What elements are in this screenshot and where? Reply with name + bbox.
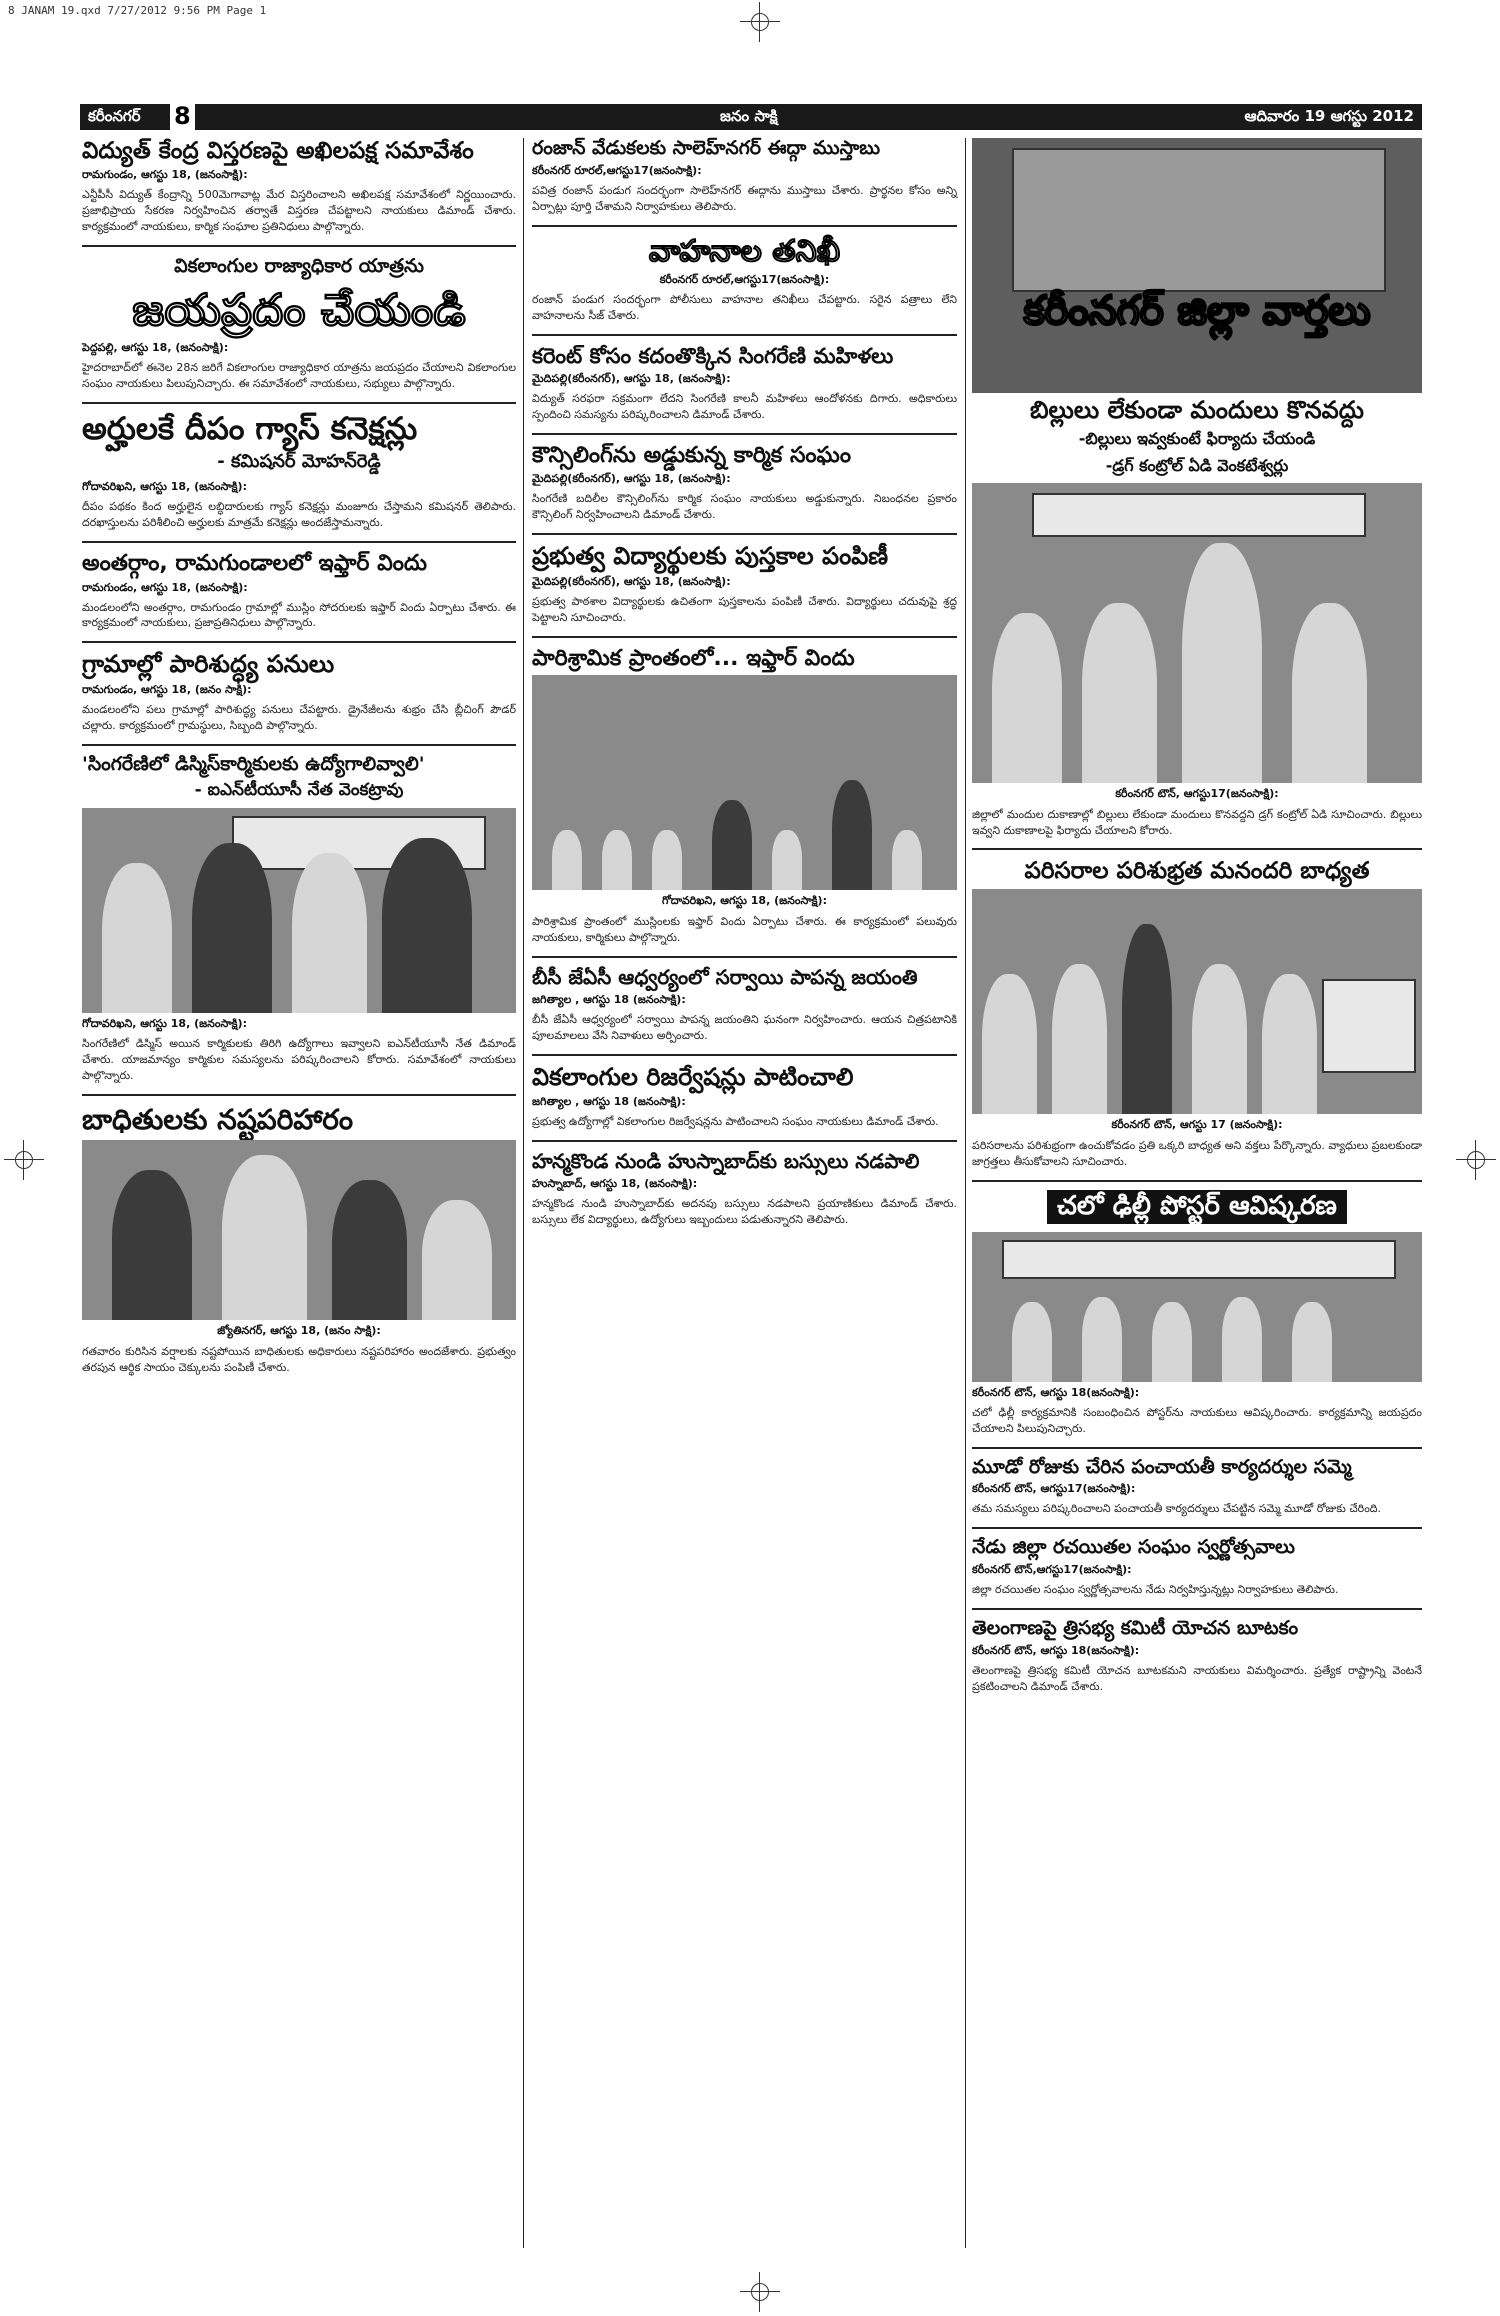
headline: 'సింగరేణిలో డిస్మిస్‌కార్మికులకు ఉద్యోగాలివ్వాలి' <box>82 752 425 775</box>
photo-figure <box>332 1180 407 1320</box>
headline: కరెంట్ కోసం కదంతొక్కిన సింగరేణి మహిళలు <box>532 344 894 369</box>
headline: అంతర్గాం, రామగుండాలలో ఇఫ్తార్ విందు <box>82 551 428 577</box>
article <box>82 651 516 733</box>
headline: కౌన్సిలింగ్‌ను అడ్డుకున్న కార్మిక సంఘం <box>532 443 851 469</box>
photo-figure <box>112 1170 192 1320</box>
dateline: కరీంనగర్ రూరల్,ఆగస్టు17(జనంసాక్షి): <box>532 163 702 177</box>
page-header <box>80 104 1422 130</box>
header-page-number: 8 <box>170 102 195 130</box>
article-body: దీపం పథకం కింద అర్హులైన లబ్ధిదారులకు గ్యాస్ కనెక్షన్లు మంజూరు చేస్తామని కమిషనర్ తెలిపారు. దరఖాస్తులను పరిశీలించి అర్హులకు మాత్రమే కనెక్షన్లు అందజేస్తామన్నారు. <box>82 500 516 530</box>
subhead: - కమిషనర్ మోహన్‌రెడ్డి <box>217 451 381 473</box>
article-body: విద్యుత్ సరఫరా సక్రమంగా లేదని సింగరేణి కాలనీ మహిళలు ఆందోళనకు దిగారు. అధికారులు స్పందించి సమస్యను పరిష్కరించాలని డిమాండ్ చేశారు. <box>532 392 957 422</box>
article <box>532 235 957 324</box>
article <box>82 754 516 1084</box>
headline: జయప్రదం చేయండి <box>132 285 466 337</box>
dateline: కరీంనగర్ టౌన్, ఆగస్టు 18(జనంసాక్షి): <box>972 1643 1140 1657</box>
photo-figure <box>1122 924 1172 1114</box>
dateline: హుస్నాబాద్, ఆగస్టు 18, (జనంసాక్షి): <box>532 1177 698 1191</box>
subhead: - ఐఎన్‌టీయూసీ నేత వెంకట్రావు <box>194 779 404 800</box>
divider <box>82 402 516 404</box>
article-body: పరిసరాలను పరిశుభ్రంగా ఉంచుకోవడం ప్రతి ఒక్కరి బాధ్యత అని వక్తలు పేర్కొన్నారు. వ్యాధులు ప్రబలకుండా జాగ్రత్తలు తీసుకోవాలని సూచించారు. <box>972 1138 1422 1168</box>
dateline: మైదిపల్లి(కరీంనగర్), ఆగస్టు 18, (జనంసాక్షి): <box>532 472 731 486</box>
article-body: చలో ఢిల్లీ కార్యక్రమానికి సంబంధించిన పోస్టర్‌ను నాయకులు ఆవిష్కరించారు. కార్యక్రమాన్ని జయప్రదం చేయాలని పిలుపునిచ్చారు. <box>972 1405 1422 1435</box>
photo-banner <box>1002 1240 1396 1279</box>
photo-caption: జ్యోతినగర్, ఆగస్టు 18, (జనం సాక్షి): <box>217 1323 381 1337</box>
divider <box>82 245 516 247</box>
dateline: కరీంనగర్ టౌన్, ఆగస్టు17(జనంసాక్షి): <box>972 1482 1136 1496</box>
article-body: మండలంలోని అంతర్గాం, రామగుండం గ్రామాల్లో ముస్లిం సోదరులకు ఇఫ్తార్ విందు ఏర్పాటు చేశారు. ఈ కార్యక్రమంలో నాయకులు, ప్రజాప్రతినిధులు పాల్గొన్నారు. <box>82 600 516 630</box>
article <box>532 1150 957 1228</box>
headline: విద్యుత్ కేంద్ర విస్తరణపై అఖిలపక్ష సమావేశం <box>82 138 474 164</box>
article <box>972 858 1422 1169</box>
divider <box>972 1180 1422 1182</box>
news-photo <box>82 808 516 1013</box>
headline: హన్మకొండ నుండి హుస్నాబాద్‌కు బస్సులు నడపాలి <box>532 1149 920 1174</box>
photo-figure <box>1292 603 1367 783</box>
photo-figure <box>1082 1297 1122 1382</box>
photo-figure <box>382 838 472 1013</box>
article <box>972 1537 1422 1598</box>
article <box>82 551 516 631</box>
photo-figure <box>892 830 922 890</box>
article-body: రంజాన్ పండుగ సందర్భంగా పోలీసులు వాహనాల తనిఖీలు చేపట్టారు. సరైన పత్రాలు లేని వాహనాలను సీజ్ చేశారు. <box>532 293 957 323</box>
article <box>532 344 957 423</box>
article <box>82 255 516 391</box>
article <box>532 443 957 523</box>
photo-figure <box>1192 964 1247 1114</box>
photo-caption: కరీంనగర్ టౌన్, ఆగస్టు17(జనంసాక్షి): <box>1115 786 1279 800</box>
headline: రంజాన్ వేడుకలకు సాలెహ్‌నగర్ ఈద్గా ముస్తాబు <box>532 137 881 159</box>
registration-mark-right <box>1456 1140 1496 1180</box>
dateline: గోదావరిఖని, ఆగస్టు 18, (జనంసాక్షి): <box>82 480 247 494</box>
photo-figure <box>982 974 1037 1114</box>
divider <box>532 1054 957 1056</box>
dateline: రామగుండం, ఆగస్టు 18, (జనం సాక్షి): <box>82 683 252 696</box>
header-masthead: జనం సాక్షి <box>720 107 778 125</box>
article-body: ప్రభుత్వ పాఠశాల విద్యార్థులకు ఉచితంగా పుస్తకాలను పంపిణీ చేశారు. విద్యార్థులు చదువుపై శ్రద్ధ పెట్టాలని సూచించారు. <box>532 594 957 624</box>
divider <box>82 641 516 643</box>
photo-figure <box>1222 1297 1262 1382</box>
photo-figure <box>292 853 367 1013</box>
dateline: కరీంనగర్ టౌన్,ఆగస్టు17(జనంసాక్షి): <box>972 1563 1132 1577</box>
photo-banner <box>1032 493 1366 537</box>
article <box>82 1104 516 1376</box>
subhead: -డ్రగ్ కంట్రోల్ ఏడి వెంకటేశ్వర్లు <box>1105 455 1289 475</box>
photo-figure <box>552 830 582 890</box>
divider <box>972 1608 1422 1610</box>
news-photo <box>972 483 1422 783</box>
dateline: కరీంనగర్ టౌన్, ఆగస్టు 18(జనంసాక్షి): <box>972 1385 1140 1399</box>
article-body: ఎన్టీపీసీ విద్యుత్ కేంద్రాన్ని 500మెగావాట్ల మేర విస్తరించాలని అఖిలపక్ష సమావేశంలో నిర్ణయించారు. ప్రజాభిప్రాయ సేకరణ నిర్వహించిన తర్వాతే విస్తరణ చేపట్టాలని నాయకులు డిమాండ్ చేశారు. కార్యక్రమంలో నాయకులు, కార్మిక సంఘాల ప్రతినిధులు పాల్గొన్నారు. <box>82 188 516 234</box>
divider <box>972 1447 1422 1449</box>
kicker: వికలాంగుల రాజ్యాధికార యాత్రను <box>174 255 424 278</box>
headline: పరిసరాల పరిశుభ్రత మనందరి బాధ్యత <box>1024 858 1370 885</box>
photo-figure <box>1262 974 1317 1114</box>
photo-figure <box>712 800 752 890</box>
article-body: జిల్లా రచయితల సంఘం స్వర్ణోత్సవాలను నేడు నిర్వహిస్తున్నట్లు నిర్వాహకులు తెలిపారు. <box>972 1583 1339 1597</box>
article-body: తమ సమస్యలు పరిష్కరించాలని పంచాయతీ కార్యదర్శులు చేపట్టిన సమ్మె మూడో రోజుకు చేరింది. <box>972 1502 1382 1516</box>
article <box>972 1190 1422 1437</box>
divider <box>82 744 516 746</box>
photo-figure <box>1292 1302 1332 1382</box>
headline: వికలాంగుల రిజర్వేషన్లు పాటించాలి <box>532 1062 854 1091</box>
headline: వాహనాల తనిఖీ <box>648 233 841 269</box>
divider <box>532 1140 957 1142</box>
photo-figure <box>772 830 802 890</box>
article-body: జిల్లాలో మందుల దుకాణాల్లో బిల్లులు లేకుండా మందులు కొనవద్దని డ్రగ్ కంట్రోల్ ఏడి సూచించారు. బిల్లులు ఇవ్వని దుకాణాలపై ఫిర్యాదు చేయాలని కోరారు. <box>972 807 1422 837</box>
news-photo <box>972 1232 1422 1382</box>
headline: బీసీ జేఏసీ ఆధ్వర్యంలో సర్వాయి పాపన్న జయంతి <box>532 964 918 989</box>
divider <box>82 541 516 543</box>
article-body: పవిత్ర రంజాన్ పండుగ సందర్భంగా సాలెహ్‌నగర్ ఈద్గాను ముస్తాబు చేశారు. ప్రార్థనల కోసం అన్ని ఏర్పాట్లు పూర్తి చేశామని నిర్వాహకులు తెలిపారు. <box>532 183 957 213</box>
headline: తెలంగాణపై త్రిసభ్య కమిటీ యోచన బూటకం <box>972 1617 1299 1640</box>
headline: నేడు జిల్లా రచయితల సంఘం స్వర్ణోత్సవాలు <box>972 1536 1295 1559</box>
divider <box>972 1527 1422 1529</box>
article <box>532 138 957 215</box>
photo-figure <box>102 863 172 1013</box>
news-photo <box>532 675 957 890</box>
photo-figure <box>992 613 1062 783</box>
article <box>532 543 957 625</box>
district-news-banner: కరీంనగర్ జిల్లా వార్తలు <box>1023 288 1371 334</box>
photo-figure <box>832 780 872 890</box>
article <box>972 1457 1422 1518</box>
headline: గ్రామాల్లో పారిశుద్ధ్య పనులు <box>82 650 335 679</box>
article <box>82 412 516 532</box>
print-slug: 8 JANAM 19.qxd 7/27/2012 9:56 PM Page 1 <box>8 4 267 17</box>
divider <box>532 533 957 535</box>
article-body: ప్రభుత్వ ఉద్యోగాల్లో వికలాంగుల రిజర్వేషన్లను పాటించాలని సంఘం నాయకులు డిమాండ్ చేశారు. <box>532 1115 939 1129</box>
photo-caption: గోదావరిఖని, ఆగస్టు 18, (జనంసాక్షి): <box>82 1016 247 1030</box>
dateline: మైదిపల్లి(కరీంనగర్), ఆగస్టు 18, (జనంసాక్షి): <box>532 372 731 386</box>
subhead: -బిల్లులు ఇవ్వకుంటే ఫిర్యాదు చేయండి <box>1078 428 1316 448</box>
divider <box>532 334 957 336</box>
article <box>972 397 1422 838</box>
article-body: సింగరేణిలో డిస్మిస్ అయిన కార్మికులకు తిరిగి ఉద్యోగాలు ఇవ్వాలని ఐఎన్‌టీయూసీ నేత డిమాండ్ చేశారు. యాజమాన్యం కార్మికుల సమస్యలను పరిష్కరించాలని కోరారు. సమావేశంలో నాయకులు పాల్గొన్నారు. <box>82 1036 516 1082</box>
photo-caption: కరీంనగర్ టౌన్, ఆగస్టు 17 (జనంసాక్షి): <box>1111 1117 1283 1131</box>
article-body: సింగరేణి బదిలీల కౌన్సిలింగ్‌ను కార్మిక సంఘం నాయకులు అడ్డుకున్నారు. నిబంధనల ప్రకారం కౌన్సిలింగ్ నిర్వహించాలని డిమాండ్ చేశారు. <box>532 492 957 522</box>
divider <box>532 636 957 638</box>
divider <box>82 1094 516 1096</box>
article-body: పారిశ్రామిక ప్రాంతంలో ముస్లింలకు ఇఫ్తార్ విందు ఏర్పాటు చేశారు. ఈ కార్యక్రమంలో పలువురు నాయకులు, కార్మికులు పాల్గొన్నారు. <box>532 915 957 944</box>
district-banner-photo <box>972 138 1422 393</box>
column-2 <box>532 138 957 1238</box>
article <box>532 1064 957 1131</box>
dateline: కరీంనగర్ రూరల్,ఆగస్టు17(జనంసాక్షి): <box>659 273 830 287</box>
photo-banner <box>1322 979 1416 1073</box>
photo-caption: గోదావరిఖని, ఆగస్టు 18, (జనంసాక్షి): <box>662 894 827 908</box>
column-3 <box>972 138 1422 1705</box>
article-body: బీసీ జేఏసీ ఆధ్వర్యంలో సర్వాయి పాపన్న జయంతిని ఘనంగా నిర్వహించారు. ఆయన చిత్రపటానికి పూలమాలలు వేసి నివాళులు అర్పించారు. <box>532 1012 957 1042</box>
photo-figure <box>222 1155 307 1320</box>
divider <box>532 956 957 958</box>
divider <box>532 225 957 227</box>
article-body: హైదరాబాద్‌లో ఈనెల 28న జరిగే వికలాంగుల రాజ్యాధికార యాత్రను జయప్రదం చేయాలని వికలాంగుల సంఘం నాయకులు పిలుపునిచ్చారు. ఈ సమావేశంలో నాయకులు, సభ్యులు పాల్గొన్నారు. <box>82 360 516 390</box>
headline: చలో ఢిల్లీ పోస్టర్ ఆవిష్కరణ <box>1047 1190 1347 1224</box>
article <box>532 966 957 1044</box>
headline: బాధితులకు నష్టపరిహారం <box>82 1102 354 1136</box>
news-photo <box>82 1140 516 1320</box>
headline: మూడో రోజుకు చేరిన పంచాయతీ కార్యదర్శుల సమ్మె <box>972 1455 1352 1478</box>
header-date: ఆదివారం 19 ఆగస్టు 2012 <box>1244 107 1414 125</box>
photo-figure <box>1182 543 1262 783</box>
photo-figure <box>1082 603 1157 783</box>
dateline: జగిత్యాల , ఆగస్టు 18 (జనంసాక్షి): <box>532 992 686 1006</box>
column-1 <box>82 138 516 1386</box>
photo-figure <box>1012 1302 1052 1382</box>
dateline: రామగుండం, ఆగస్టు 18, (జనంసాక్షి): <box>82 580 248 594</box>
photo-figure <box>422 1200 492 1320</box>
article-body: గతవారం కురిసిన వర్షాలకు నష్టపోయిన బాధితులకు అధికారులు నష్టపరిహారం అందజేశారు. ప్రభుత్వం తరపున ఆర్థిక సాయం చెక్కులను పంపిణీ చేశారు. <box>82 1344 516 1374</box>
dateline: మైదిపల్లి(కరీంనగర్), ఆగస్టు 18, (జనంసాక్షి): <box>532 574 731 588</box>
arch-gate <box>1012 148 1386 292</box>
photo-figure <box>1152 1302 1192 1382</box>
headline: అర్హులకే దీపం గ్యాస్ కనెక్షన్లు <box>82 410 418 447</box>
photo-figure <box>192 843 272 1013</box>
photo-figure <box>602 830 632 890</box>
dateline: రామగుండం, ఆగస్టు 18, (జనంసాక్షి): <box>82 168 248 182</box>
news-photo <box>972 889 1422 1114</box>
registration-mark-left <box>4 1140 44 1180</box>
article <box>532 646 957 946</box>
article-body: మండలంలోని పలు గ్రామాల్లో పారిశుద్ధ్య పనులు చేపట్టారు. డ్రైనేజీలను శుభ్రం చేసి బ్లీచింగ్ పౌడర్ చల్లారు. కార్యక్రమంలో గ్రామస్థులు, సిబ్బంది పాల్గొన్నారు. <box>82 703 516 732</box>
photo-figure <box>652 830 682 890</box>
article-body: తెలంగాణపై త్రిసభ్య కమిటీ యోచన బూటకమని నాయకులు విమర్శించారు. ప్రత్యేక రాష్ట్రాన్ని వెంటనే ప్రకటించాలని డిమాండ్ చేశారు. <box>972 1663 1422 1693</box>
headline: బిల్లులు లేకుండా మందులు కొనవద్దు <box>1030 396 1364 424</box>
header-district: కరీంనగర్ <box>88 107 141 125</box>
photo-figure <box>1052 964 1107 1114</box>
headline: పారిశ్రామిక ప్రాంతంలో... ఇఫ్తార్ విందు <box>532 645 855 671</box>
column-rule <box>965 138 966 2248</box>
article <box>972 1618 1422 1695</box>
dateline: జగిత్యాల , ఆగస్టు 18 (జనంసాక్షి): <box>532 1095 686 1109</box>
registration-mark-bottom <box>740 2272 780 2312</box>
headline: ప్రభుత్వ విద్యార్థులకు పుస్తకాల పంపిణీ <box>532 542 889 571</box>
article-body: హన్మకొండ నుండి హుస్నాబాద్‌కు అదనపు బస్సులు నడపాలని ప్రయాణికులు డిమాండ్ చేశారు. బస్సులు లేక విద్యార్థులు, ఉద్యోగులు ఇబ్బందులు పడుతున్నారని తెలిపారు. <box>532 1197 957 1227</box>
dateline: పెద్దపల్లి, ఆగస్టు 18, (జనంసాక్షి): <box>82 340 229 354</box>
divider <box>532 433 957 435</box>
article <box>82 138 516 235</box>
registration-mark-top <box>740 2 780 42</box>
column-rule <box>523 138 524 2248</box>
divider <box>972 848 1422 850</box>
